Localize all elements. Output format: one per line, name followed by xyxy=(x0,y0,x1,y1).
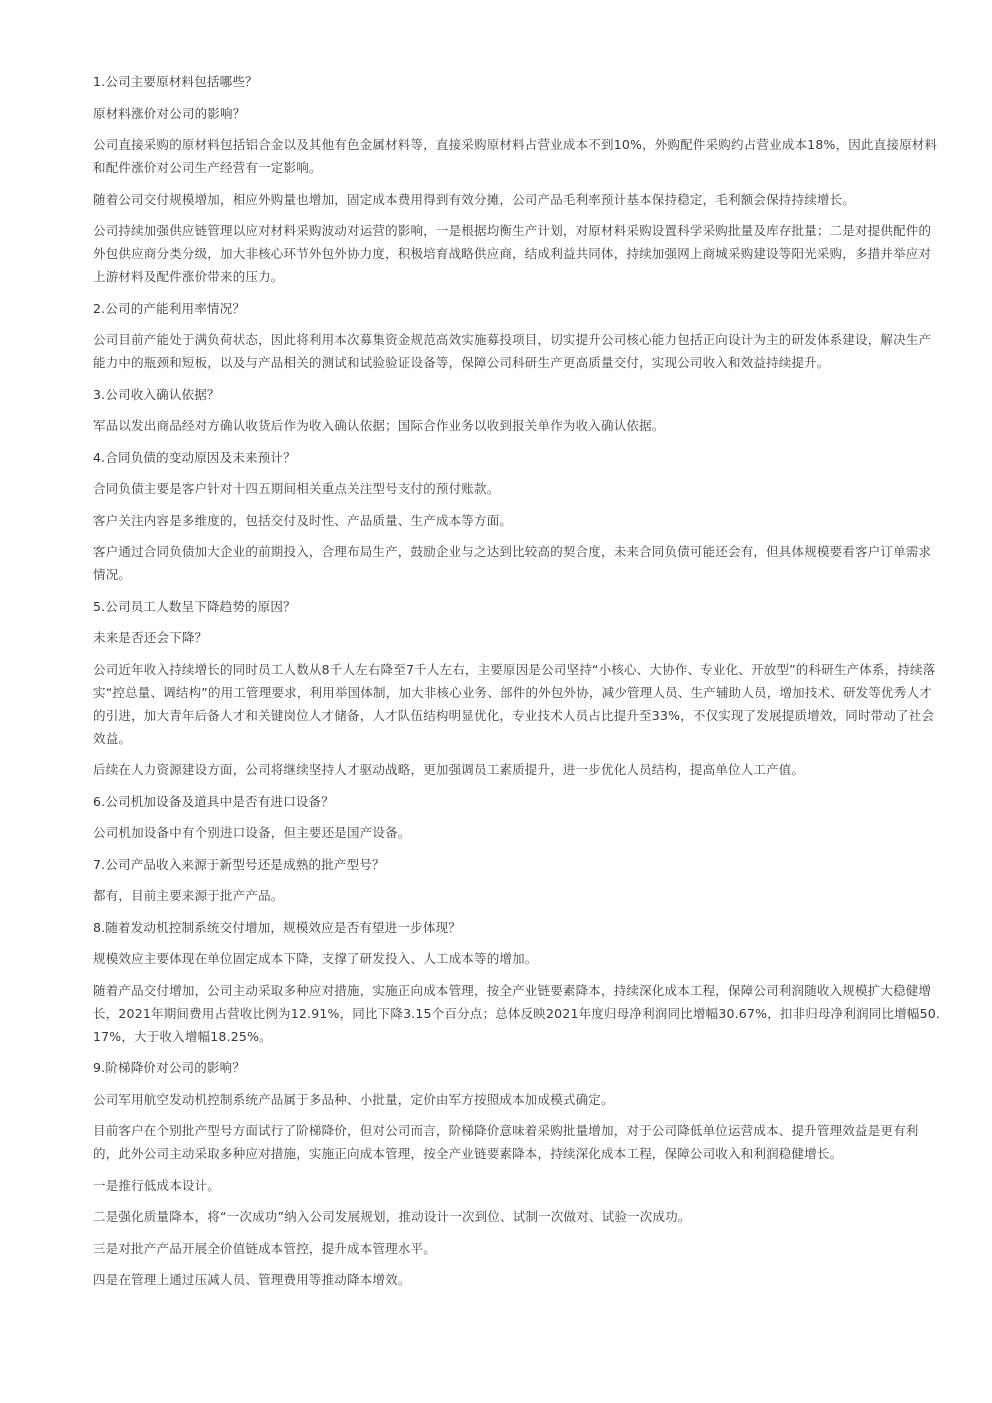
answer-paragraph: 随着产品交付增加，公司主动采取多种应对措施，实施正向成本管理，按全产业链要素降本，持续深化成本工程，保障公司利润随收入规模扩大稳健增长，2021年期间费用占营收比例为12.91%，同比下降3.15个百分点；总体反映2021年度归母净利润同比增幅30.67%，扣非归母净利润同比增幅50.17%，大于收入增幅18.25%。 xyxy=(93,982,941,1044)
answer-paragraph: 规模效应主要体现在单位固定成本下降，支撑了研发投入、人工成本等的增加。 xyxy=(93,951,538,966)
answer-paragraph: 目前客户在个别批产型号方面试行了阶梯降价，但对公司而言，阶梯降价意味着采购批量增加，对于公司降低单位运营成本、提升管理效益是更有利的，此外公司主动采取多种应对措施，实施正向成本管理，按全产业链要素降本，持续深化成本工程，保障公司收入和利润稳健增长。 xyxy=(93,1123,919,1161)
answer-paragraph: 公司直接采购的原材料包括铝合金以及其他有色金属材料等，直接采购原材料占营业成本不到10%，外购配件采购约占营业成本18%，因此直接原材料和配件涨价对公司生产经营有一定影响。 xyxy=(93,137,938,175)
question-1b: 原材料涨价对公司的影响？ xyxy=(93,105,246,121)
question-5: 5.公司员工人数呈下降趋势的原因？ xyxy=(93,598,296,614)
question-4: 4.合同负债的变动原因及未来预计？ xyxy=(93,449,296,465)
answer-paragraph: 公司近年收入持续增长的同时员工人数从8千人左右降至7千人左右，主要原因是公司坚持“小核心、大协作、专业化、开放型”的科研生产体系，持续落实“控总量、调结构”的用工管理要求，利用举国体制，加大非核心业务、部件的外包外协，减少管理人员、生产辅助人员，增加技术、研发等优秀人才的引进，加大青年后备人才和关键岗位人才储备，人才队伍结构明显优化，专业技术人员占比提升至33%，不仅实现了发展提质增效，同时带动了社会效益。 xyxy=(93,661,936,746)
question-3: 3.公司收入确认依据？ xyxy=(93,386,220,402)
answer-paragraph: 二是强化质量降本，将“一次成功”纳入公司发展规划，推动设计一次到位、试制一次做对、试验一次成功。 xyxy=(93,1209,691,1224)
answer-paragraph: 公司目前产能处于满负荷状态，因此将利用本次募集资金规范高效实施募投项目，切实提升公司核心能力包括正向设计为主的研发体系建设，解决生产能力中的瓶颈和短板，以及与产品相关的测试和试验验证设备等，保障公司科研生产更高质量交付，实现公司收入和效益持续提升。 xyxy=(93,332,932,370)
answer-paragraph: 合同负债主要是客户针对十四五期间相关重点关注型号支付的预付账款。 xyxy=(93,481,500,496)
answer-paragraph: 都有，目前主要来源于批产产品。 xyxy=(93,888,284,903)
answer-paragraph: 公司持续加强供应链管理以应对材料采购波动对运营的影响，一是根据均衡生产计划，对原材料采购设置科学采购批量及库存批量；二是对提供配件的外包供应商分类分级，加大非核心环节外包外协力度，积极培育战略供应商，结成利益共同体，持续加强网上商城采购建设等阳光采购，多措并举应对上游材料及配件涨价带来的压力。 xyxy=(93,223,932,284)
answer-paragraph: 三是对批产产品开展全价值链成本管控，提升成本管理水平。 xyxy=(93,1240,436,1256)
answer-paragraph: 一是推行低成本设计。 xyxy=(93,1177,221,1193)
answer-paragraph: 客户关注内容是多维度的，包括交付及时性、产品质量、生产成本等方面。 xyxy=(93,512,513,528)
question-6: 6.公司机加设备及道具中是否有进口设备？ xyxy=(93,793,334,809)
question-8: 8.随着发动机控制系统交付增加，规模效应是否有望进一步体现？ xyxy=(93,919,461,935)
answer-paragraph: 公司机加设备中有个别进口设备，但主要还是国产设备。 xyxy=(93,825,411,840)
answer-paragraph: 后续在人力资源建设方面，公司将继续坚持人才驱动战略，更加强调员工素质提升，进一步优化人员结构，提高单位人工产值。 xyxy=(93,762,805,777)
answer-paragraph: 随着公司交付规模增加，相应外购量也增加，固定成本费用得到有效分摊，公司产品毛利率预计基本保持稳定，毛利额会保持持续增长。 xyxy=(93,191,856,207)
answer-paragraph: 公司军用航空发动机控制系统产品属于多品种、小批量，定价由军方按照成本加成模式确定。 xyxy=(93,1091,614,1107)
answer-paragraph: 客户通过合同负债加大企业的前期投入，合理布局生产，鼓励企业与之达到比较高的契合度，未来合同负债可能还会有，但具体规模要看客户订单需求情况。 xyxy=(93,544,932,582)
answer-paragraph: 四是在管理上通过压减人员、管理费用等推动降本增效。 xyxy=(93,1272,411,1287)
question-2: 2.公司的产能利用率情况？ xyxy=(93,300,246,316)
question-5b: 未来是否还会下降？ xyxy=(93,630,208,645)
question-1: 1.公司主要原材料包括哪些？ xyxy=(93,74,258,89)
question-9: 9.阶梯降价对公司的影响？ xyxy=(93,1060,246,1075)
answer-paragraph: 军品以发出商品经对方确认收货后作为收入确认依据；国际合作业务以收到报关单作为收入确认依据。 xyxy=(93,418,665,433)
question-7: 7.公司产品收入来源于新型号还是成熟的批产型号？ xyxy=(93,856,385,872)
